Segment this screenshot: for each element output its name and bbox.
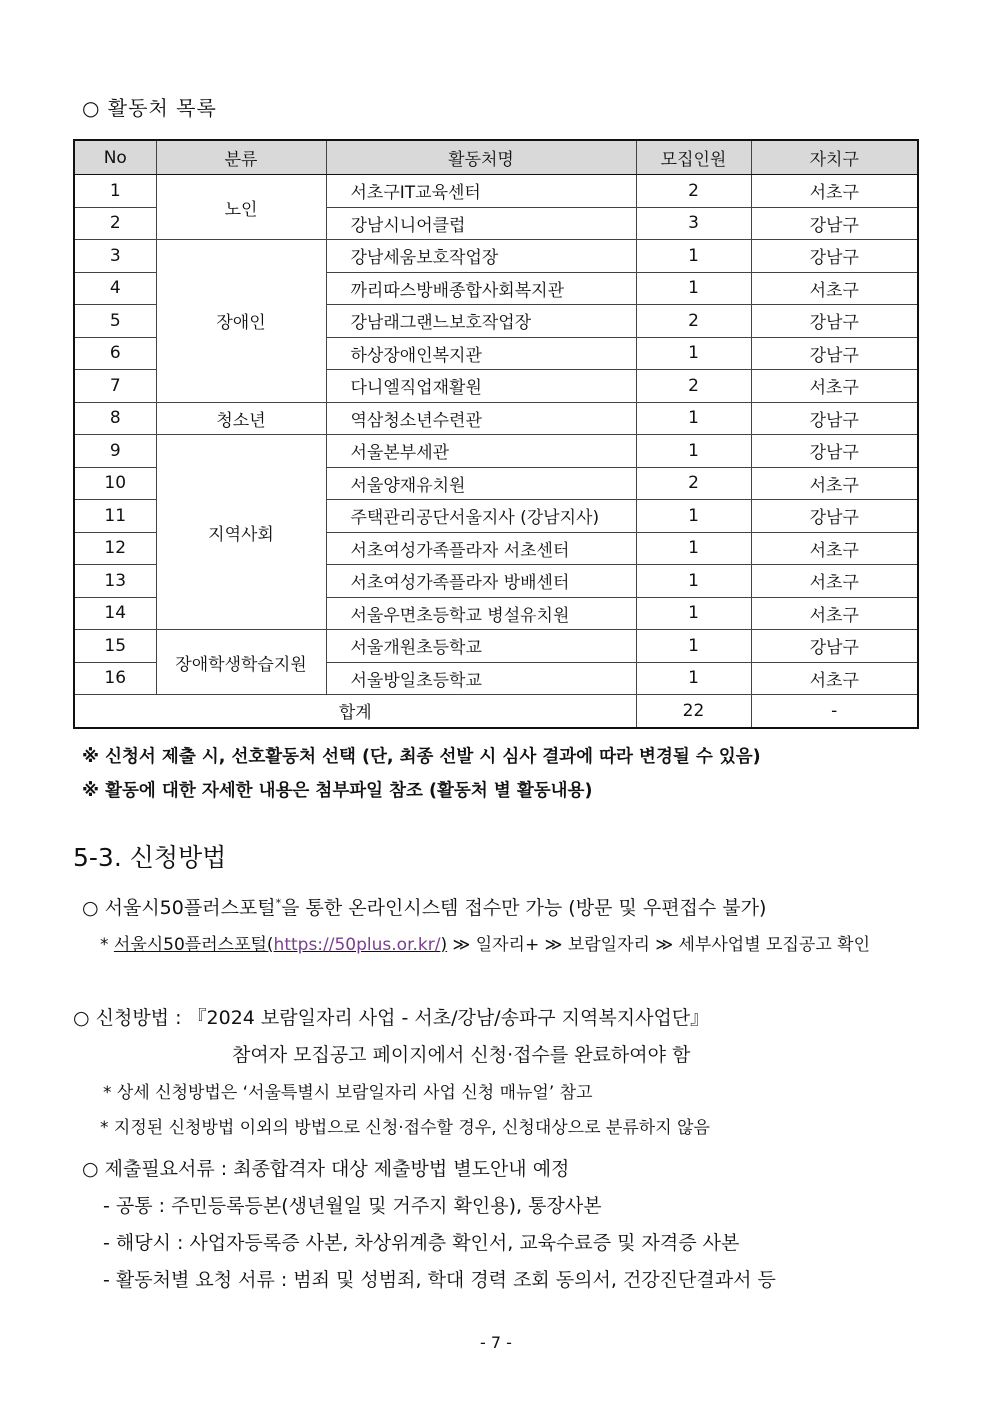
header-category: 분류 bbox=[156, 140, 326, 175]
cell-district: 서초구 bbox=[751, 272, 918, 305]
cell-district: 서초구 bbox=[751, 175, 918, 208]
cell-district: 강남구 bbox=[751, 207, 918, 240]
cell-count: 3 bbox=[636, 207, 751, 240]
cell-no: 6 bbox=[74, 337, 156, 370]
cell-district: 서초구 bbox=[751, 597, 918, 630]
note-2: ※ 활동에 대한 자세한 내용은 첨부파일 참조 (활동처 별 활동내용) bbox=[82, 781, 593, 801]
cell-no: 2 bbox=[74, 207, 156, 240]
cell-no: 13 bbox=[74, 565, 156, 598]
method-line-2: 참여자 모집공고 페이지에서 신청·접수를 완료하여야 함 bbox=[232, 1044, 691, 1066]
cell-name: 강남래그랜느보호작업장 bbox=[326, 305, 636, 338]
cell-district: 강남구 bbox=[751, 402, 918, 435]
cell-category: 장애학생학습지원 bbox=[156, 630, 326, 695]
cell-count: 2 bbox=[636, 370, 751, 403]
cell-count: 1 bbox=[636, 500, 751, 533]
table-row bbox=[74, 402, 918, 435]
cell-count: 1 bbox=[636, 240, 751, 273]
header-district: 자치구 bbox=[751, 140, 918, 175]
docs-item-2: - 해당시 : 사업자등록증 사본, 차상위계층 확인서, 교육수료증 및 자격증 사본 bbox=[103, 1232, 740, 1254]
method-line-1: ○ 신청방법 : 『2024 보람일자리 사업 - 서초/강남/송파구 지역복지사업단』 bbox=[73, 1007, 710, 1029]
cell-no: 7 bbox=[74, 370, 156, 403]
cell-count: 2 bbox=[636, 467, 751, 500]
cell-no: 3 bbox=[74, 240, 156, 273]
cell-no: 15 bbox=[74, 630, 156, 663]
cell-no: 5 bbox=[74, 305, 156, 338]
cell-name: 까리따스방배종합사회복지관 bbox=[326, 272, 636, 305]
cell-name: 주택관리공단서울지사 (강남지사) bbox=[326, 500, 636, 533]
total-count: 22 bbox=[636, 695, 751, 728]
table-header-row bbox=[74, 140, 918, 175]
cell-no: 16 bbox=[74, 662, 156, 695]
cell-district: 강남구 bbox=[751, 240, 918, 273]
cell-count: 1 bbox=[636, 272, 751, 305]
cell-district: 강남구 bbox=[751, 500, 918, 533]
cell-district: 강남구 bbox=[751, 305, 918, 338]
cell-name: 강남시니어클럽 bbox=[326, 207, 636, 240]
cell-no: 12 bbox=[74, 532, 156, 565]
cell-count: 2 bbox=[636, 175, 751, 208]
method-sub-1: * 상세 신청방법은 ‘서울특별시 보람일자리 사업 신청 매뉴얼’ 참고 bbox=[103, 1083, 593, 1103]
cell-count: 1 bbox=[636, 565, 751, 598]
docs-title: ○ 제출필요서류 : 최종합격자 대상 제출방법 별도안내 예정 bbox=[82, 1158, 570, 1180]
table-row bbox=[74, 435, 918, 468]
cell-count: 1 bbox=[636, 532, 751, 565]
cell-count: 2 bbox=[636, 305, 751, 338]
cell-count: 1 bbox=[636, 337, 751, 370]
cell-name: 역삼청소년수련관 bbox=[326, 402, 636, 435]
cell-name: 서울양재유치원 bbox=[326, 467, 636, 500]
header-no: No bbox=[74, 140, 156, 175]
portal-link[interactable]: 서울시50플러스포털(https://50plus.or.kr/) bbox=[113, 935, 448, 955]
cell-count: 1 bbox=[636, 435, 751, 468]
cell-no: 10 bbox=[74, 467, 156, 500]
cell-name: 서울본부세관 bbox=[326, 435, 636, 468]
total-row bbox=[74, 695, 918, 728]
cell-name: 서초구IT교육센터 bbox=[326, 175, 636, 208]
cell-no: 1 bbox=[74, 175, 156, 208]
page-number: - 7 - bbox=[480, 1333, 512, 1352]
cell-district: 강남구 bbox=[751, 630, 918, 663]
cell-no: 14 bbox=[74, 597, 156, 630]
online-only-line: ○ 서울시50플러스포털*을 통한 온라인시스템 접수만 가능 (방문 및 우편접수 불가) bbox=[82, 896, 767, 919]
cell-name: 서울방일초등학교 bbox=[326, 662, 636, 695]
cell-category: 장애인 bbox=[156, 240, 326, 403]
cell-district: 서초구 bbox=[751, 532, 918, 565]
cell-count: 1 bbox=[636, 662, 751, 695]
total-district: - bbox=[751, 695, 918, 728]
header-count: 모집인원 bbox=[636, 140, 751, 175]
section-5-3-heading: 5-3. 신청방법 bbox=[73, 843, 227, 872]
method-sub-2: * 지정된 신청방법 이외의 방법으로 신청·접수할 경우, 신청대상으로 분류하지 않음 bbox=[100, 1118, 710, 1138]
portal-footnote: * 서울시50플러스포털(https://50plus.or.kr/) ≫ 일자리+ ≫ 보람일자리 ≫ 세부사업별 모집공고 확인 bbox=[100, 935, 870, 955]
cell-no: 11 bbox=[74, 500, 156, 533]
table-row bbox=[74, 630, 918, 663]
cell-district: 서초구 bbox=[751, 370, 918, 403]
total-label: 합계 bbox=[74, 695, 636, 728]
note-1: ※ 신청서 제출 시, 선호활동처 선택 (단, 최종 선발 시 심사 결과에 따라 변경될 수 있음) bbox=[82, 747, 761, 767]
cell-district: 강남구 bbox=[751, 435, 918, 468]
section-title: ○ 활동처 목록 bbox=[82, 96, 217, 120]
cell-district: 서초구 bbox=[751, 565, 918, 598]
table-row bbox=[74, 240, 918, 273]
cell-district: 서초구 bbox=[751, 467, 918, 500]
cell-name: 하상장애인복지관 bbox=[326, 337, 636, 370]
docs-item-1: - 공통 : 주민등록등본(생년월일 및 거주지 확인용), 통장사본 bbox=[103, 1195, 602, 1217]
cell-count: 1 bbox=[636, 402, 751, 435]
cell-count: 1 bbox=[636, 630, 751, 663]
cell-count: 1 bbox=[636, 597, 751, 630]
cell-name: 서초여성가족플라자 방배센터 bbox=[326, 565, 636, 598]
cell-district: 서초구 bbox=[751, 662, 918, 695]
cell-name: 서초여성가족플라자 서초센터 bbox=[326, 532, 636, 565]
cell-no: 9 bbox=[74, 435, 156, 468]
table-row bbox=[74, 175, 918, 208]
cell-name: 다니엘직업재활원 bbox=[326, 370, 636, 403]
cell-name: 서울개원초등학교 bbox=[326, 630, 636, 663]
cell-category: 노인 bbox=[156, 175, 326, 240]
header-name: 활동처명 bbox=[326, 140, 636, 175]
cell-no: 8 bbox=[74, 402, 156, 435]
cell-category: 청소년 bbox=[156, 402, 326, 435]
cell-category: 지역사회 bbox=[156, 435, 326, 630]
cell-district: 강남구 bbox=[751, 337, 918, 370]
cell-no: 4 bbox=[74, 272, 156, 305]
activity-table bbox=[73, 139, 919, 729]
docs-item-3: - 활동처별 요청 서류 : 범죄 및 성범죄, 학대 경력 조회 동의서, 건강진단결과서 등 bbox=[103, 1269, 776, 1291]
cell-name: 강남세움보호작업장 bbox=[326, 240, 636, 273]
cell-name: 서울우면초등학교 병설유치원 bbox=[326, 597, 636, 630]
